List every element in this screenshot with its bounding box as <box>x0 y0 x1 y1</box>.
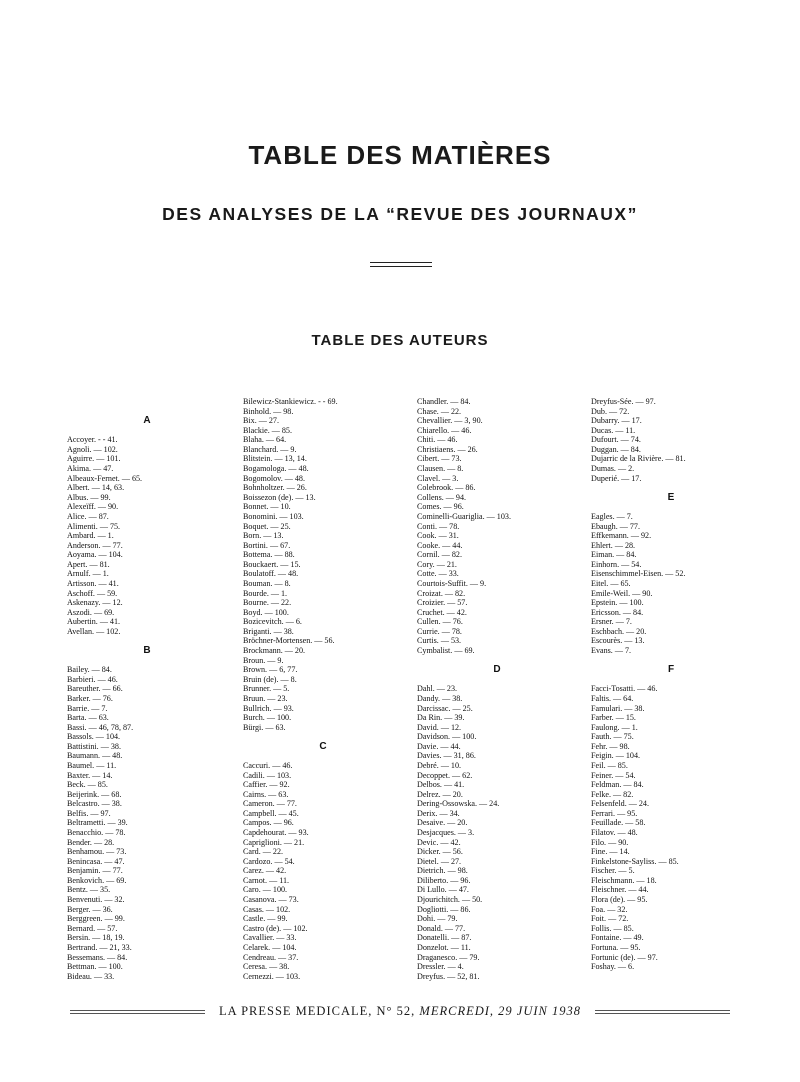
author-entry: Bonnet. — 10. <box>243 502 291 512</box>
author-entry: Bailey. — 84. <box>67 665 112 675</box>
author-entry: Bogamologa. — 48. <box>243 464 309 474</box>
author-entry: Arnulf. — 1. <box>67 569 109 579</box>
author-entry: Dahl. — 23. <box>417 684 458 694</box>
page-footer <box>0 1004 800 1019</box>
author-entry: Einhorn. — 54. <box>591 559 642 569</box>
index-letter-heading: B <box>143 645 151 657</box>
author-entry: Barrie. — 7. <box>67 703 108 713</box>
author-entry: Clavel. — 3. <box>417 473 459 483</box>
author-entry: Bassols. — 104. <box>67 732 121 742</box>
index-column-1 <box>67 397 239 981</box>
author-entry: Campos. — 96. <box>243 818 294 828</box>
author-entry: Fontaine. — 49. <box>591 933 644 943</box>
author-entry: Devic. — 42. <box>417 837 461 847</box>
author-entry: Albeaux-Fernet. — 65. <box>67 473 143 483</box>
column-spacer <box>591 483 763 493</box>
author-entry: Bareuther. — 66. <box>67 684 123 694</box>
author-entry: Djourichitch. — 50. <box>417 895 483 905</box>
title-divider <box>370 262 432 267</box>
author-entry: Eiman. — 84. <box>591 550 637 560</box>
section-title: TABLE DES AUTEURS <box>311 332 489 349</box>
author-entry: Diliberto. — 96. <box>417 875 471 885</box>
author-entry: Ambard. — 1. <box>67 531 114 541</box>
author-entry: Askenazy. — 12. <box>67 598 123 608</box>
author-entry: Accoyer. - - 41. <box>67 435 118 445</box>
column-spacer <box>591 675 763 685</box>
author-entry: Bettman. — 100. <box>67 962 123 972</box>
author-entry: Apert. — 81. <box>67 559 110 569</box>
author-entry: Dreyfus-Sée. — 97. <box>591 397 656 406</box>
author-entry: Dietrich. — 98. <box>417 866 468 876</box>
author-entry: Briganti. — 38. <box>243 626 294 636</box>
author-entry: Belcastro. — 38. <box>67 799 122 809</box>
author-entry: Feuillade. — 58. <box>591 818 646 828</box>
author-entry: Blitstein. — 13, 14. <box>243 454 307 464</box>
author-entry: Cendreau. — 37. <box>243 952 299 962</box>
author-entry: Bourde. — 1. <box>243 588 288 598</box>
author-entry: Baxter. — 14. <box>67 770 113 780</box>
author-entry: Delbos. — 41. <box>417 780 465 790</box>
author-entry: Casanova. — 73. <box>243 895 299 905</box>
author-entry: Bruin (de). — 8. <box>243 674 297 684</box>
author-entry: Dub. — 72. <box>591 406 630 416</box>
author-entry: Duperié. — 17. <box>591 473 642 483</box>
author-entry: Filatov. — 48. <box>591 828 638 838</box>
author-entry: Beijerink. — 68. <box>67 789 122 799</box>
author-entry: Alimenti. — 75. <box>67 521 121 531</box>
author-entry: Albus. — 99. <box>67 492 111 502</box>
author-entry: Chevallier. — 3, 90. <box>417 416 483 426</box>
author-entry: Feiner. — 54. <box>591 770 636 780</box>
author-entry: Duggan. — 84. <box>591 444 641 454</box>
author-entry: Ersner. — 7. <box>591 617 632 627</box>
author-entry: Currie. — 78. <box>417 626 462 636</box>
author-entry: Davie. — 44. <box>417 741 461 751</box>
author-entry: Faltis. — 64. <box>591 693 634 703</box>
author-entry: Benjamin. — 77. <box>67 866 123 876</box>
author-entry: Conti. — 78. <box>417 521 460 531</box>
author-entry: Bröchner-Mortensen. — 56. <box>243 636 335 646</box>
author-entry: Facci-Tosatti. — 46. <box>591 684 658 694</box>
author-entry: Boyd. — 100. <box>243 607 289 617</box>
author-entry: Desaive. — 20. <box>417 818 468 828</box>
author-entry: Cornil. — 82. <box>417 550 462 560</box>
column-spacer <box>417 675 589 685</box>
index-column-3 <box>417 397 589 981</box>
author-entry: Ebaugh. — 77. <box>591 521 641 531</box>
author-entry: Agnoli. — 102. <box>67 444 118 454</box>
author-entry: Carez. — 42. <box>243 866 287 876</box>
author-entry: Binhold. — 98. <box>243 406 294 416</box>
author-entry: Feigin. — 104. <box>591 751 641 761</box>
author-entry: Felsenfeld. — 24. <box>591 799 649 809</box>
author-entry: Aoyama. — 104. <box>67 550 123 560</box>
author-entry: Feil. — 85. <box>591 760 628 770</box>
author-entry: Brown. — 6, 77. <box>243 665 298 675</box>
author-entry: Fortunic (de). — 97. <box>591 952 658 962</box>
author-entry: Foshay. — 6. <box>591 962 635 972</box>
author-entry: Bogomolov. — 48. <box>243 473 305 483</box>
author-entry: Dujarric de la Rivière. — 81. <box>591 454 686 464</box>
author-entry: Decoppet. — 62. <box>417 770 473 780</box>
author-entry: Eisenschimmel-Eisen. — 52. <box>591 569 686 579</box>
author-entry: Broun. — 9. <box>243 655 284 665</box>
author-entry: Albert. — 14, 63. <box>67 483 125 493</box>
author-entry: Foit. — 72. <box>591 914 629 924</box>
author-entry: Bottema. — 88. <box>243 550 295 560</box>
footer-text <box>219 1004 581 1019</box>
author-entry: Barbieri. — 46. <box>67 674 118 684</box>
author-entry: Delrez. — 20. <box>417 789 463 799</box>
author-entry: Bertrand. — 21, 33. <box>67 942 132 952</box>
author-entry: Card. — 22. <box>243 847 284 857</box>
author-entry: Dietel. — 27. <box>417 856 462 866</box>
author-entry: Courtois-Suffit. — 9. <box>417 578 487 588</box>
index-letter-heading: A <box>143 415 151 427</box>
author-entry: Barker. — 76. <box>67 693 113 703</box>
author-entry: Bideau. — 33. <box>67 971 115 981</box>
author-entry: Collens. — 94. <box>417 492 467 502</box>
author-entry: Benvenuti. — 32. <box>67 895 125 905</box>
author-entry: Davies. — 31, 86. <box>417 751 476 761</box>
author-entry: Fehr. — 98. <box>591 741 630 751</box>
author-entry: Fortuna. — 95. <box>591 942 641 952</box>
author-entry: Christiaens. — 26. <box>417 444 478 454</box>
author-entry: Celarek. — 104. <box>243 942 297 952</box>
author-entry: Dogliotti. — 86. <box>417 904 471 914</box>
author-entry: Bonomini. — 103. <box>243 511 304 521</box>
author-entry: Chase. — 22. <box>417 406 462 416</box>
author-entry: Ducas. — 11. <box>591 425 636 435</box>
author-entry: Bender. — 28. <box>67 837 115 847</box>
author-entry: Fischer. — 5. <box>591 866 635 876</box>
author-entry: Comes. — 96. <box>417 502 464 512</box>
author-entry: Faulong. — 1. <box>591 722 638 732</box>
author-entry: Casas. — 102. <box>243 904 291 914</box>
author-entry: Belfis. — 97. <box>67 808 111 818</box>
author-entry: Caffier. — 92. <box>243 780 290 790</box>
index-letter-heading: C <box>319 740 327 752</box>
author-entry: Bourne. — 22. <box>243 598 292 608</box>
index-letter-heading: D <box>493 664 501 676</box>
author-entry: Croizier. — 57. <box>417 598 468 608</box>
author-entry: Bohnholtzer. — 26. <box>243 483 307 493</box>
author-entry: Clausen. — 8. <box>417 464 464 474</box>
author-entry: Cardozo. — 54. <box>243 856 295 866</box>
author-entry: Caccuri. — 46. <box>243 760 293 770</box>
author-entry: Croizat. — 82. <box>417 588 466 598</box>
author-entry: Curtis. — 53. <box>417 636 462 646</box>
author-entry: Donzelot. — 11. <box>417 942 471 952</box>
author-entry: Dufourt. — 74. <box>591 435 641 445</box>
author-entry: Donatelli. — 87. <box>417 933 472 943</box>
author-entry: Caro. — 100. <box>243 885 288 895</box>
author-entry: Draganesco. — 79. <box>417 952 480 962</box>
author-entry: Famulari. — 38. <box>591 703 645 713</box>
author-entry: Cernezzi. — 103. <box>243 971 301 981</box>
author-entry: Bessemans. — 84. <box>67 952 128 962</box>
author-entry: Cavallier. — 33. <box>243 933 297 943</box>
author-entry: Dreyfus. — 52, 81. <box>417 971 480 981</box>
author-entry: Benhamou. — 73. <box>67 847 127 857</box>
author-entry: Fine. — 14. <box>591 847 630 857</box>
author-entry: Chiarello. — 46. <box>417 425 472 435</box>
author-entry: Escourès. — 13. <box>591 636 645 646</box>
author-entry: Bouckaert. — 15. <box>243 559 301 569</box>
author-entry: Dumas. — 2. <box>591 464 635 474</box>
author-entry: Bürgi. — 63. <box>243 722 286 732</box>
author-entry: Ericsson. — 84. <box>591 607 644 617</box>
author-entry: Anderson. — 77. <box>67 540 123 550</box>
author-entry: Baumel. — 11. <box>67 760 117 770</box>
author-entry: Blackie. — 85. <box>243 425 293 435</box>
author-entry: Fauth. — 75. <box>591 732 634 742</box>
author-entry: Darcissac. — 25. <box>417 703 473 713</box>
author-entry: Benincasa. — 47. <box>67 856 125 866</box>
author-entry: Berggreen. — 99. <box>67 914 125 924</box>
author-entry: Bassi. — 46, 78, 87. <box>67 722 134 732</box>
author-entry: Da Rin. — 39. <box>417 713 465 723</box>
author-entry: Baumann. — 48. <box>67 751 123 761</box>
index-letter-heading: F <box>667 664 675 676</box>
document-subtitle: DES ANALYSES DE LA “REVUE DES JOURNAUX” <box>162 204 638 224</box>
author-entry: Eitel. — 65. <box>591 578 631 588</box>
column-spacer <box>67 656 239 666</box>
author-entry: Castle. — 99. <box>243 914 288 924</box>
author-entry: Boissezon (de). — 13. <box>243 492 316 502</box>
author-entry: Akima. — 47. <box>67 464 114 474</box>
author-entry: Boquet. — 25. <box>243 521 291 531</box>
author-entry: Finkelstone-Sayliss. — 85. <box>591 856 679 866</box>
column-spacer <box>591 502 763 512</box>
author-entry: Burch. — 100. <box>243 713 292 723</box>
column-spacer <box>243 751 415 761</box>
author-entry: Ceresa. — 38. <box>243 962 290 972</box>
author-entry: Emile-Weil. — 90. <box>591 588 653 598</box>
author-entry: Capdehourat. — 93. <box>243 828 309 838</box>
author-entry: Cullen. — 76. <box>417 617 463 627</box>
author-entry: Cooke. — 44. <box>417 540 463 550</box>
author-entry: Bix. — 27. <box>243 416 279 426</box>
author-entry: Bruun. — 23. <box>243 693 288 703</box>
author-entry: Bullrich. — 93. <box>243 703 294 713</box>
author-entry: Di Lullo. — 47. <box>417 885 469 895</box>
author-entry: Bozicevitch. — 6. <box>243 617 302 627</box>
author-entry: Dressler. — 4. <box>417 962 464 972</box>
column-spacer <box>67 397 239 407</box>
author-entry: Desjacques. — 3. <box>417 828 475 838</box>
author-entry: Fleischner. — 44. <box>591 885 649 895</box>
author-entry: Chiti. — 46. <box>417 435 458 445</box>
author-entry: Cruchet. — 42. <box>417 607 467 617</box>
author-entry: Cadili. — 103. <box>243 770 292 780</box>
author-entry: Beltrametti. — 39. <box>67 818 128 828</box>
index-column-4 <box>591 397 763 972</box>
author-entry: Bilewicz-Stankiewicz. - - 69. <box>243 397 338 406</box>
author-entry: Foa. — 32. <box>591 904 628 914</box>
author-entry: Brockmann. — 20. <box>243 646 306 656</box>
author-entry: Born. — 13. <box>243 531 284 541</box>
author-entry: Bernard. — 57. <box>67 923 118 933</box>
author-entry: Benkovich. — 69. <box>67 875 127 885</box>
author-entry: Dicker. — 56. <box>417 847 463 857</box>
author-entry: Bentz. — 35. <box>67 885 111 895</box>
document-title: TABLE DES MATIÈRES <box>248 140 552 170</box>
author-entry: Cairns. — 63. <box>243 789 289 799</box>
author-entry: Eschbach. — 20. <box>591 626 647 636</box>
footer-rule-left <box>70 1010 205 1014</box>
index-column-2 <box>243 397 415 981</box>
author-entry: Aszodi. — 69. <box>67 607 115 617</box>
author-entry: Dohi. — 79. <box>417 914 458 924</box>
author-entry: Alice. — 87. <box>67 511 109 521</box>
author-entry: Feldman. — 84. <box>591 780 644 790</box>
column-spacer <box>243 732 415 742</box>
author-entry: Avellan. — 102. <box>67 626 121 636</box>
author-entry: Carnot. — 11. <box>243 875 290 885</box>
author-entry: Effkemann. — 92. <box>591 531 652 541</box>
author-entry: Derix. — 34. <box>417 808 460 818</box>
index-letter-heading: E <box>667 491 675 503</box>
author-entry: Campbell. — 45. <box>243 808 299 818</box>
author-entry: Bouman. — 8. <box>243 578 291 588</box>
author-entry: Boulatoff. — 48. <box>243 569 299 579</box>
author-entry: Cominelli-Guariglia. — 103. <box>417 511 511 521</box>
author-entry: Farber. — 15. <box>591 713 636 723</box>
author-entry: Ferrari. — 95. <box>591 808 638 818</box>
author-entry: Epstein. — 100. <box>591 598 644 608</box>
author-entry: Evans. — 7. <box>591 646 632 656</box>
column-spacer <box>417 656 589 666</box>
author-entry: Cibert. — 73. <box>417 454 462 464</box>
column-spacer <box>67 636 239 646</box>
column-spacer <box>67 426 239 436</box>
author-entry: Fleischmann. — 18. <box>591 875 657 885</box>
column-spacer <box>67 407 239 417</box>
author-entry: Bortini. — 67. <box>243 540 291 550</box>
author-entry: Beck. — 85. <box>67 780 108 790</box>
author-entry: Brunner. — 5. <box>243 684 290 694</box>
author-entry: Benacchio. — 78. <box>67 828 126 838</box>
author-entry: Cameron. — 77. <box>243 799 297 809</box>
author-entry: Aschoff. — 59. <box>67 588 118 598</box>
footer-publication: LA PRESSE MEDICALE, N° 52, <box>219 1004 416 1018</box>
author-entry: Felke. — 82. <box>591 789 634 799</box>
author-entry: Berger. — 36. <box>67 904 113 914</box>
author-entry: Debré. — 10. <box>417 760 462 770</box>
author-entry: Blanchard. — 9. <box>243 444 297 454</box>
author-entry: Barta. — 63. <box>67 713 109 723</box>
author-entry: Ehlert. — 28. <box>591 540 636 550</box>
author-entry: Follis. — 85. <box>591 923 634 933</box>
column-spacer <box>591 656 763 666</box>
author-entry: Cory. — 21. <box>417 559 457 569</box>
author-entry: Aubertin. — 41. <box>67 617 121 627</box>
author-entry: Davidson. — 100. <box>417 732 477 742</box>
author-entry: Cook. — 31. <box>417 531 459 541</box>
author-entry: Alexeïff. — 90. <box>67 502 119 512</box>
author-entry: Dering-Ossowska. — 24. <box>417 799 500 809</box>
footer-rule-right <box>595 1010 730 1014</box>
author-entry: Bersin. — 18, 19. <box>67 933 125 943</box>
author-entry: Dandy. — 38. <box>417 693 463 703</box>
author-entry: Castro (de). — 102. <box>243 923 308 933</box>
author-entry: Chandler. — 84. <box>417 397 471 406</box>
author-entry: Filo. — 90. <box>591 837 629 847</box>
author-entry: Blaha. — 64. <box>243 435 287 445</box>
author-entry: Eagles. — 7. <box>591 511 633 521</box>
author-entry: Aguirre. — 101. <box>67 454 121 464</box>
author-entry: Cymbalist. — 69. <box>417 646 475 656</box>
author-entry: Colebrook. — 86. <box>417 483 476 493</box>
author-entry: Dubarry. — 17. <box>591 416 642 426</box>
author-entry: Artisson. — 41. <box>67 578 119 588</box>
author-entry: Flora (de). — 95. <box>591 895 648 905</box>
author-entry: Donald. — 77. <box>417 923 466 933</box>
author-entry: Cotte. — 33. <box>417 569 459 579</box>
footer-date: MERCREDI, 29 JUIN 1938 <box>419 1004 581 1018</box>
author-entry: David. — 12. <box>417 722 462 732</box>
author-entry: Capriglioni. — 21. <box>243 837 305 847</box>
author-entry: Battistini. — 38. <box>67 741 121 751</box>
